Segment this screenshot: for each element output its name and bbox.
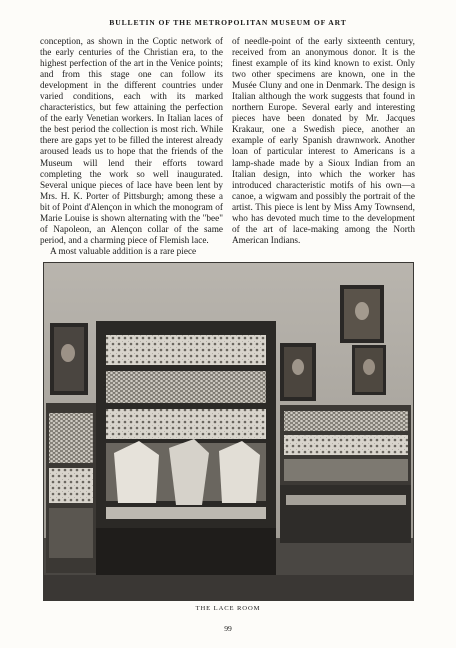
running-header: BULLETIN OF THE METROPOLITAN MUSEUM OF ART [109,18,347,27]
left-column [40,37,223,258]
page-number: 99 [224,624,232,633]
paragraph: conception, as shown in the Coptic network of the early centuries of the Christian era, to the highest perfection of the art in the Venice points; and from this stage one can follow its development in the different countries under varied conditions, each with its marked characteristics, but few attaining the perfection of the early Venetian workers. In Italian laces of the best period the collection is most rich. While there are gaps yet to be filled the interest already aroused leads us to hope that the friends of the Museum will lend their efforts toward completing the work so well inaugurated. Several unique pieces of lace have been lent by Mrs. H. K. Porter of Pittsburgh; among these a bit of Point d'Alençon in which the monogram of Marie Louise is shown alternating with the "bee" of Napoleon, an Alençon collar of the same period, and a charming piece of Flemish lace. [40,37,223,246]
paragraph: A most valuable addition is a rare piece [50,246,197,257]
photo-illustration [44,263,413,600]
lace-room-photograph [43,262,414,601]
right-column [232,37,415,247]
figure-caption: THE LACE ROOM [195,605,261,612]
paragraph: of needle-point of the early sixteenth century, received from an anonymous donor. It is the finest example of its kind known to exist. Only two other specimens are known, one in the Musée Cluny and one in Denmark. The design is Italian although the work suggests that found in northern Europe. Several early and interesting pieces have been donated by Mr. Jacques Krakaur, one a Swedish piece, another an example of early Spanish drawnwork. Another loan of particular interest to Americans is a lamp-shade made by a Sioux Indian from an Italian design, into which the worker has introduced characteristic motifs of his own—a canoe, a wigwam and possibly the portrait of the artist. This piece is lent by Miss Amy Townsend, who has devoted much time to the development of the art of lace-making among the North American Indians. [232,37,415,246]
